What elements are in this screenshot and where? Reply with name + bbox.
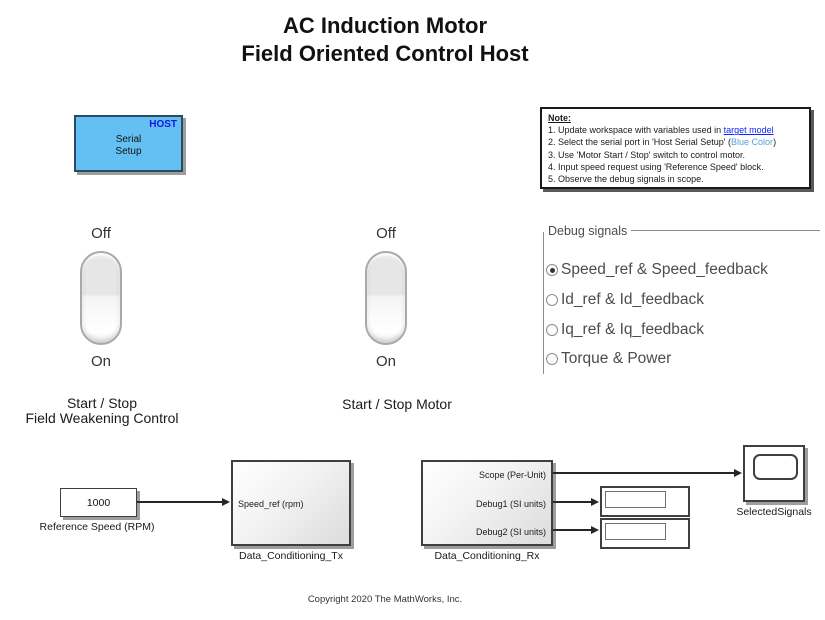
model-title-line1: AC Induction Motor (282, 13, 488, 38)
radio-iq-ref-feedback[interactable]: Iq_ref & Iq_feedback (546, 320, 704, 340)
serial-setup-label: Serial Setup (115, 134, 142, 157)
switch1-off-label: Off (91, 225, 111, 242)
host-serial-setup-block[interactable] (74, 115, 183, 172)
copyright-annotation: Copyright 2020 The MathWorks, Inc. (307, 594, 463, 605)
switch1-caption: Start / Stop Field Weakening Control (25, 395, 179, 426)
note-annotation (540, 107, 811, 189)
arrowhead-icon (591, 498, 599, 506)
tx-input-port-label: Speed_ref (rpm) (238, 499, 304, 509)
data-conditioning-tx-block[interactable] (231, 460, 351, 546)
switch1-on-label: On (90, 353, 111, 370)
radio-speed-ref-feedback[interactable]: Speed_ref & Speed_feedback (546, 260, 768, 280)
reference-speed-constant-block[interactable]: 1000 (60, 488, 137, 517)
switch2-off-label: Off (376, 225, 396, 242)
group-legend-line (631, 230, 820, 231)
debug-signals-group (543, 224, 820, 374)
target-model-link[interactable]: target model (723, 125, 774, 136)
note-item-4: 4. Input speed request using 'Reference Speed' block. (548, 161, 764, 172)
rx-block-name: Data_Conditioning_Rx (434, 550, 540, 562)
radio-id-ref-feedback[interactable]: Id_ref & Id_feedback (546, 290, 704, 310)
scope-screen-icon (753, 454, 798, 480)
arrowhead-icon (222, 498, 230, 506)
scope-block-name: SelectedSignals (736, 506, 812, 518)
debug-signals-group-label: Debug signals (548, 224, 632, 238)
radio-button-icon[interactable] (546, 324, 558, 336)
debug1-display-block[interactable] (600, 486, 690, 517)
note-item-3: 3. Use 'Motor Start / Stop' switch to control motor. (548, 149, 746, 160)
model-title (0, 12, 770, 68)
debug2-display-value (605, 523, 666, 540)
host-tag: HOST (149, 119, 177, 130)
radio-button-icon[interactable] (546, 294, 558, 306)
rx-output-port3-label: Debug2 (SI units) (475, 527, 546, 537)
tx-block-name: Data_Conditioning_Tx (239, 550, 343, 562)
blue-color-text: Blue Color (731, 137, 774, 148)
debug2-display-block[interactable] (600, 518, 690, 549)
radio-button-icon[interactable] (546, 353, 558, 365)
arrowhead-icon (734, 469, 742, 477)
data-conditioning-rx-block[interactable] (421, 460, 553, 546)
debug1-display-value (605, 491, 666, 508)
radio-button-icon[interactable] (546, 264, 558, 276)
switch2-on-label: On (375, 353, 396, 370)
rx-output-port2-label: Debug1 (SI units) (475, 499, 546, 509)
wire-rx-to-scope (553, 472, 736, 474)
note-item-2: 2. Select the serial port in 'Host Serial Setup' (Blue Color) (548, 137, 777, 148)
motor-start-stop-toggle-switch[interactable] (365, 251, 407, 345)
reference-speed-block-name: Reference Speed (RPM) (39, 521, 155, 533)
radio-torque-power[interactable]: Torque & Power (546, 349, 671, 369)
note-item-1: 1. Update workspace with variables used in target model (548, 125, 774, 136)
rx-output-port1-label: Scope (Per-Unit) (478, 470, 546, 480)
wire-rx-to-display2 (553, 529, 593, 531)
selected-signals-scope-block[interactable] (743, 445, 805, 502)
model-title-line2: Field Oriented Control Host (241, 41, 529, 66)
wire-refspeed-to-tx (137, 501, 224, 503)
field-weakening-toggle-switch[interactable] (80, 251, 122, 345)
arrowhead-icon (591, 526, 599, 534)
switch2-caption: Start / Stop Motor (342, 396, 452, 412)
note-heading: Note: (548, 113, 571, 123)
note-item-5: 5. Observe the debug signals in scope. (548, 174, 704, 185)
wire-rx-to-display1 (553, 501, 593, 503)
